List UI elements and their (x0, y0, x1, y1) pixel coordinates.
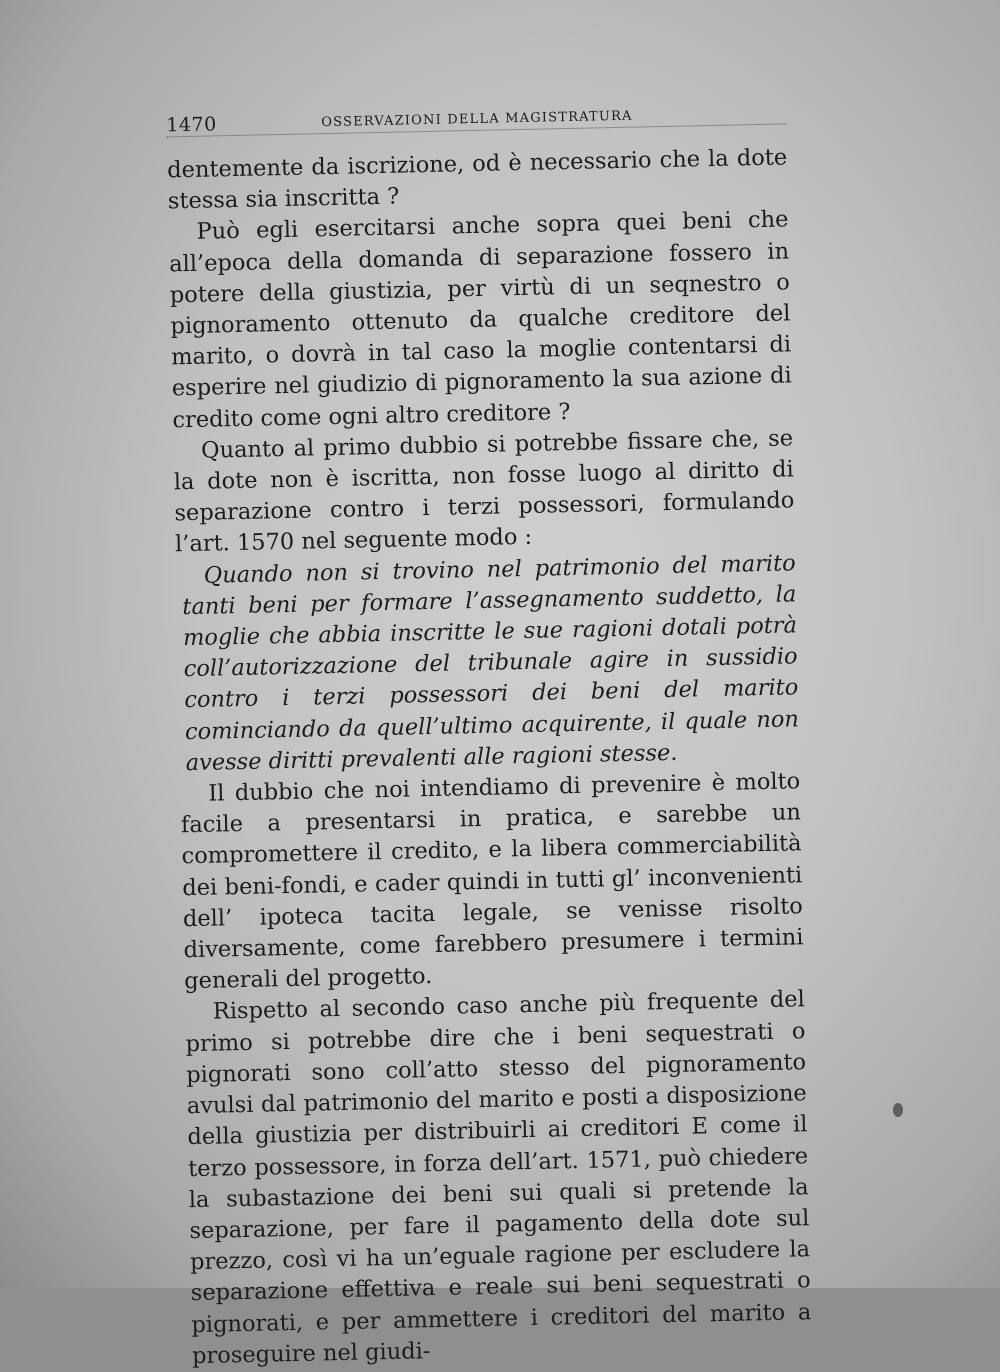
paragraph: Può egli esercitarsi anche sopra quei beni che all’epoca della domanda di separazione fossero in potere della giustizia, per virtù di un seqnestro o pignoramento ottenuto da qualche creditore del marito, o dovrà in tal caso la moglie contentarsi di esperire nel giudizio di pignoramento la sua azione di credito come ogni altro creditore ? (168, 206, 792, 433)
running-title: OSSERVAZIONI DELLA MAGISTRATURA (321, 108, 633, 131)
paragraph: Rispetto al secondo caso anche più frequente del primo si potrebbe dire che i beni sequestrati o pignorati sono coll’atto stesso del pignoramento avulsi dal patrimonio del marito e posti a disposizione della giustizia per distribuirli ai creditori E come il terzo possessore, in forza dell’art. 1571, può chiedere la subastazione dei beni sui quali si pretende la separazione, per fare il pagamento della dote sul prezzo, così vi ha un’eguale ragione per escludere la separazione effettiva e reale sui beni sequestrati o pignorati, e per ammettere i creditori del marito a proseguire nel giudi- (185, 986, 812, 1369)
ink-smudge (893, 1103, 903, 1117)
paragraph-continued: dentemente da iscrizione, od è necessario che la dote stessa sia inscritta ? (166, 144, 788, 215)
page-number: 1470 (166, 113, 217, 137)
body-text (167, 142, 812, 1372)
book-page (166, 93, 812, 1369)
proposed-article-text: Quando non si trovino nel patrimonio del marito tanti beni per formare l’assegnamento suddetto, la moglie che abbia inscritte le sue ragioni dotali potrà coll’autorizzazione del tribunale agire in sussidio contro i terzi possessori dei beni del marito cominciando da quell’ultimo acquirente, il quale non avesse diritti prevalenti alle ragioni stesse. (182, 549, 800, 776)
paragraph: Quanto al primo dubbio si potrebbe fissare che, se la dote non è iscritta, non fosse luogo al diritto di separazione contro i terzi possessori, formulando l’art. 1570 nel seguente modo : (173, 425, 795, 558)
paragraph: Il dubbio che noi intendiamo di prevenire è molto facile a presentarsi in pratica, e sarebbe un compromettere il credito, e la libera commerciabilità dei beni-fondi, e cader quindi in tutti gl’ inconvenienti dell’ ipoteca tacita legale, se venisse risolto diversamente, come farebbero presumere i termini generali del progetto. (180, 768, 804, 995)
